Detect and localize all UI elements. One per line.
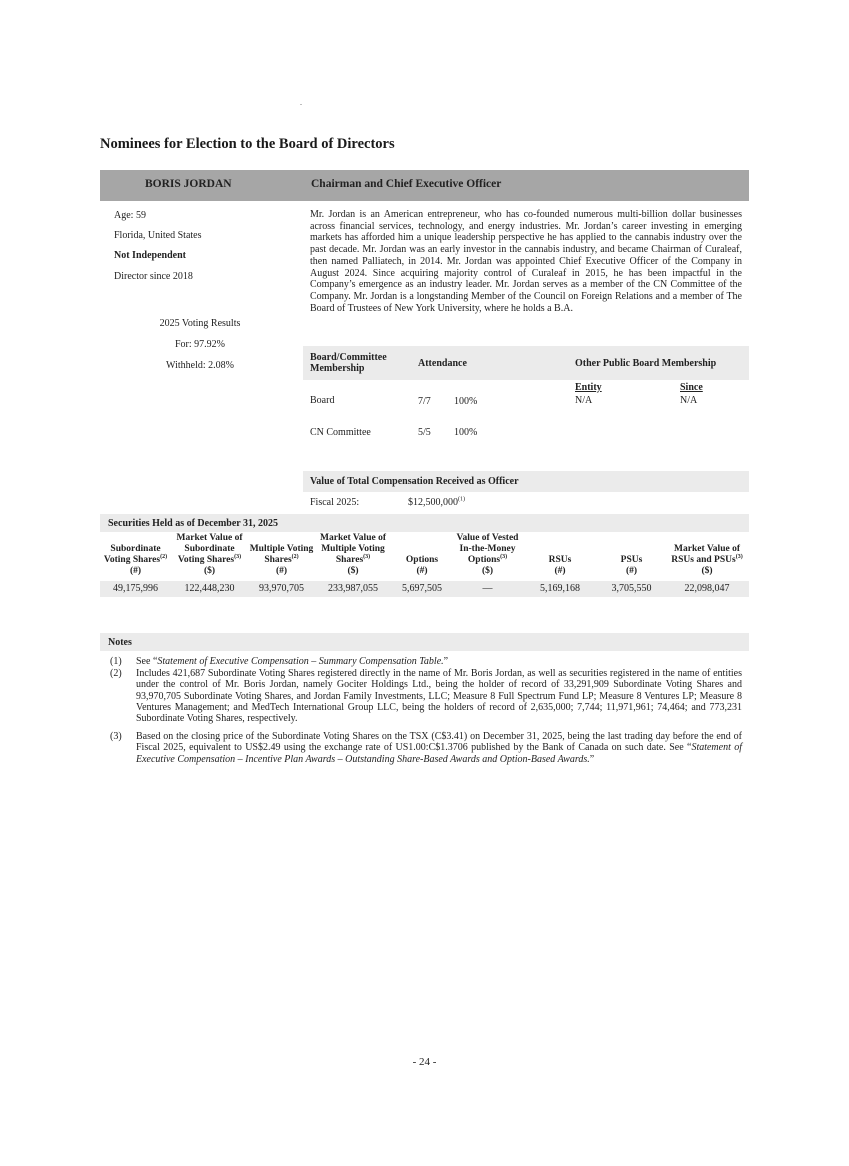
securities-col-label: Market Value of Multiple Voting Shares [320, 533, 386, 565]
securities-col-sup: (2) [160, 553, 168, 560]
securities-col-label: PSUs [620, 555, 643, 565]
notes-header-bar [100, 633, 749, 651]
compensation-value [408, 497, 465, 508]
securities-col-sup: (3) [500, 553, 508, 560]
securities-col-header [248, 533, 315, 581]
nominee-bio: Mr. Jordan is an American entrepreneur, who has co-founded numerous multi-billion dollar businesses across financial services, technology, and energy industries. Mr. Jordan’s career investing in emerging markets has afforded him a unique leadership perspective he has applied to the cannabis industry over the past decade. Mr. Jordan was an early investor in the cannabis industry, and became Chairman of Curaleaf, then named Palliatech, in 2014. Mr. Jordan was appointed Chief Executive Officer of the Company in August 2024. Since acquiring majority control of Curaleaf in 2015, he has been impactful in the Company’s emergence as an industry leader. Mr. Jordan serves as a member of the CN Committee of the Company. Mr. Jordan is a longstanding Member of the Council on Foreign Relations and a member of The Board of Trustees of New York University, where he holds a B.A. [310, 209, 742, 314]
other-board-col-header: Other Public Board Membership [575, 358, 717, 369]
voting-results-title: 2025 Voting Results [159, 318, 241, 329]
securities-header-row [100, 533, 749, 581]
securities-col-label: Value of Vested In-the-Money Options [456, 533, 519, 565]
securities-col-label: Multiple Voting Shares [249, 544, 314, 565]
securities-col-unit: (#) [275, 566, 288, 576]
securities-value: 22,098,047 [665, 581, 749, 597]
note-3-number: (3) [110, 731, 122, 742]
securities-table [100, 533, 749, 597]
note-1-number: (1) [110, 656, 122, 667]
note-1-post: ” [443, 656, 449, 667]
page-number: - 24 - [412, 1056, 437, 1068]
note-2-number: (2) [110, 668, 122, 679]
membership-row-ratio: 7/7 [418, 396, 431, 407]
membership-row-ratio: 5/5 [418, 427, 431, 438]
stray-dot: . [300, 98, 302, 107]
securities-col-header [171, 533, 248, 581]
entity-label: Entity [575, 382, 602, 393]
page-title: Nominees for Election to the Board of Directors [100, 136, 395, 152]
securities-col-label: Market Value of RSUs and PSUs [671, 544, 740, 565]
since-value: N/A [680, 395, 698, 406]
securities-col-label: RSUs [548, 555, 572, 565]
nominee-age: Age: 59 [114, 210, 146, 221]
note-3-pre: Based on the closing price of the Subordinate Voting Shares on the TSX (C$3.41) on December 31, 2025, being the last trading day before the end of Fiscal 2025, equivalent to US$2.49 using the exchange rate of US1.00:C$1.3706 published by the Bank of Canada on such date. See “ [136, 731, 742, 754]
securities-value: 5,169,168 [522, 581, 598, 597]
nominee-name: BORIS JORDAN [145, 178, 232, 190]
securities-col-unit: (#) [416, 566, 428, 576]
securities-col-header [598, 533, 665, 581]
securities-col-sup: (3) [735, 553, 743, 560]
securities-value: 49,175,996 [100, 581, 171, 597]
securities-col-header [391, 533, 453, 581]
securities-col-sup: (3) [363, 553, 371, 560]
membership-row-name: Board [310, 395, 335, 406]
nominee-role: Chairman and Chief Executive Officer [311, 178, 502, 190]
securities-col-unit: ($) [701, 566, 713, 576]
note-3-italic: Statement of Executive Compensation – Incentive Plan Awards – Outstanding Share-Based Awards and Option-Based Awards. [136, 742, 742, 765]
securities-col-header [453, 533, 522, 581]
note-3-text [136, 731, 742, 765]
since-label: Since [680, 382, 703, 393]
compensation-title: Value of Total Compensation Received as Officer [310, 476, 519, 487]
securities-col-header [315, 533, 391, 581]
nominee-location: Florida, United States [114, 230, 202, 241]
membership-row-pct: 100% [454, 427, 478, 438]
securities-title: Securities Held as of December 31, 2025 [108, 518, 279, 529]
securities-col-label: Options [405, 555, 439, 565]
note-3-post: ” [589, 753, 595, 765]
nominee-independence: Not Independent [114, 250, 186, 261]
securities-col-unit: ($) [203, 566, 216, 576]
securities-value: 5,697,505 [391, 581, 453, 597]
compensation-note-ref: (1) [458, 496, 465, 503]
membership-col-line1: Board/Committee [310, 352, 387, 363]
nominee-director-since: Director since 2018 [114, 271, 193, 282]
membership-row-pct: 100% [454, 396, 478, 407]
note-1-pre: See “ [136, 656, 158, 667]
note-2-text: Includes 421,687 Subordinate Voting Shares registered directly in the name of Mr. Boris Jordan, as well as securities registered in the name of entities under the control of Mr. Boris Jordan, namely Gociter Holdings Ltd., being the holder of record of 33,291,909 Subordinate Voting Shares and 93,970,705 Subordinate Voting Shares, and Jordan Family Investments, LLC; Measure 8 Full Spectrum Fund LP; Measure 8 Ventures LP; Measure 8 Ventures Management; and MedTech International Group LLC, being the holders of record of 2,635,000; 7,744; 11,971,961; 74,464; and 773,231 Subordinate Voting Shares, respectively. [136, 668, 742, 725]
membership-col-header [310, 352, 387, 374]
attendance-col-header: Attendance [418, 358, 467, 369]
compensation-amount: $12,500,000 [408, 497, 458, 508]
securities-col-header [100, 533, 171, 581]
securities-value: 3,705,550 [598, 581, 665, 597]
securities-value: 93,970,705 [248, 581, 315, 597]
entity-value: N/A [575, 395, 593, 406]
securities-col-unit: (#) [554, 566, 566, 576]
membership-col-line2: Membership [310, 363, 365, 374]
voting-withheld: Withheld: 2.08% [166, 360, 234, 371]
compensation-label: Fiscal 2025: [310, 497, 360, 508]
note-1-italic: Statement of Executive Compensation – Summary Compensation Table. [157, 656, 444, 667]
securities-value: 233,987,055 [315, 581, 391, 597]
securities-col-unit: (#) [625, 566, 638, 576]
securities-col-header [665, 533, 749, 581]
notes-title: Notes [108, 637, 132, 648]
securities-col-label: Subordinate Voting Shares [103, 544, 161, 565]
securities-col-label: Market Value of Subordinate Voting Shares [176, 533, 243, 565]
voting-for: For: 97.92% [175, 339, 225, 350]
securities-col-sup: (2) [291, 553, 299, 560]
securities-values-row [100, 581, 749, 597]
securities-col-sup: (3) [234, 553, 242, 560]
membership-row-name: CN Committee [310, 427, 371, 438]
securities-col-unit: ($) [347, 566, 359, 576]
securities-col-header [522, 533, 598, 581]
securities-col-unit: (#) [129, 566, 142, 576]
securities-value: 122,448,230 [171, 581, 248, 597]
securities-col-unit: ($) [481, 566, 494, 576]
note-1-text [136, 656, 742, 667]
securities-value: — [453, 581, 522, 597]
